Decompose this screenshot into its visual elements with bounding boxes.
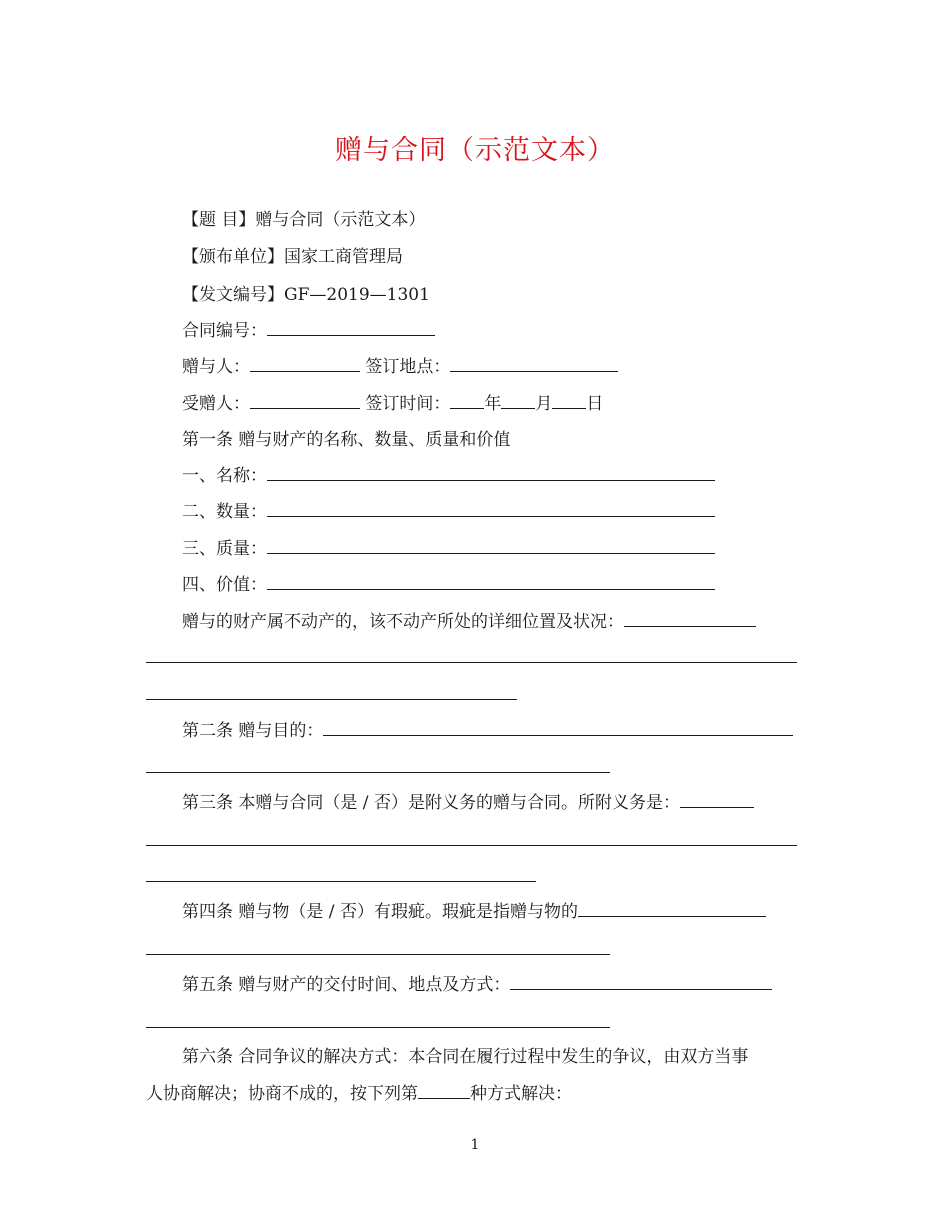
document-title: 赠与合同（示范文本） xyxy=(335,135,615,166)
contract-no-blank[interactable] xyxy=(267,321,435,336)
article-6-line-2 xyxy=(146,1083,572,1105)
meta-issuer: 【颁布单位】国家工商管理局 xyxy=(182,247,403,267)
art1-quantity-label: 二、数量： xyxy=(182,502,267,522)
contract-no-row xyxy=(182,320,435,342)
article-4-blank[interactable] xyxy=(578,902,766,917)
article-2-line-2[interactable] xyxy=(146,772,610,773)
month-label: 月 xyxy=(535,394,553,414)
sign-place-blank[interactable] xyxy=(450,357,618,372)
article-6-line-1: 第六条 合同争议的解决方式：本合同在履行过程中发生的争议，由双方当事 xyxy=(182,1047,749,1067)
year-blank[interactable] xyxy=(450,394,484,409)
article-6-blank[interactable] xyxy=(418,1084,470,1099)
article-2-label: 第二条 赠与目的： xyxy=(182,721,324,741)
art1-value-label: 四、价值： xyxy=(182,575,267,595)
donor-label: 赠与人： xyxy=(182,357,250,377)
meta-doc-no: 【发文编号】GF—2019—1301 xyxy=(182,285,430,305)
donor-blank[interactable] xyxy=(250,357,360,372)
page-number: 1 xyxy=(470,1137,480,1153)
day-blank[interactable] xyxy=(552,394,586,409)
art1-value-blank[interactable] xyxy=(267,575,715,590)
article-4-row xyxy=(182,901,766,923)
article-4-line-2[interactable] xyxy=(146,954,610,955)
art1-quantity-row xyxy=(182,501,715,523)
donee-blank[interactable] xyxy=(250,394,360,409)
art1-value-row xyxy=(182,574,715,596)
article-3-label: 第三条 本赠与合同（是 / 否）是附义务的赠与合同。所附义务是： xyxy=(182,793,680,813)
sign-place-label: 签订地点： xyxy=(365,357,451,377)
article-3-line-3[interactable] xyxy=(146,881,536,882)
donee-label: 受赠人： xyxy=(182,394,250,414)
article-5-row xyxy=(182,974,772,996)
art1-quality-row xyxy=(182,538,715,560)
art1-realty-line-2[interactable] xyxy=(146,662,797,663)
art1-quality-label: 三、质量： xyxy=(182,539,267,559)
article-6-text-a: 人协商解决；协商不成的，按下列第 xyxy=(146,1084,418,1104)
article-5-blank[interactable] xyxy=(510,975,772,990)
day-label: 日 xyxy=(586,394,604,414)
article-5-label: 第五条 赠与财产的交付时间、地点及方式： xyxy=(182,975,511,995)
art1-realty-blank[interactable] xyxy=(624,612,756,627)
article-2-row xyxy=(182,720,793,742)
art1-quality-blank[interactable] xyxy=(267,539,715,554)
article-4-label: 第四条 赠与物（是 / 否）有瑕疵。瑕疵是指赠与物的 xyxy=(182,902,578,922)
art1-quantity-blank[interactable] xyxy=(267,502,715,517)
month-blank[interactable] xyxy=(501,394,535,409)
art1-name-label: 一、名称： xyxy=(182,466,267,486)
art1-name-row xyxy=(182,465,715,487)
donor-row xyxy=(182,356,618,378)
article-6-text-b: 种方式解决： xyxy=(470,1084,572,1104)
art1-realty-line-3[interactable] xyxy=(146,699,517,700)
meta-subject: 【题 目】赠与合同（示范文本） xyxy=(182,210,426,230)
article-1-heading: 第一条 赠与财产的名称、数量、质量和价值 xyxy=(182,430,511,450)
sign-time-label: 签订时间： xyxy=(365,394,451,414)
contract-no-label: 合同编号： xyxy=(182,321,267,341)
year-label: 年 xyxy=(484,394,502,414)
article-3-blank[interactable] xyxy=(680,793,754,808)
art1-realty-label: 赠与的财产属不动产的，该不动产所处的详细位置及状况： xyxy=(182,612,624,632)
article-3-row xyxy=(182,792,754,814)
article-2-blank[interactable] xyxy=(323,721,793,736)
art1-name-blank[interactable] xyxy=(267,466,715,481)
art1-realty-row xyxy=(182,611,756,633)
donee-row xyxy=(182,393,603,415)
article-5-line-2[interactable] xyxy=(146,1027,610,1028)
article-3-line-2[interactable] xyxy=(146,845,797,846)
